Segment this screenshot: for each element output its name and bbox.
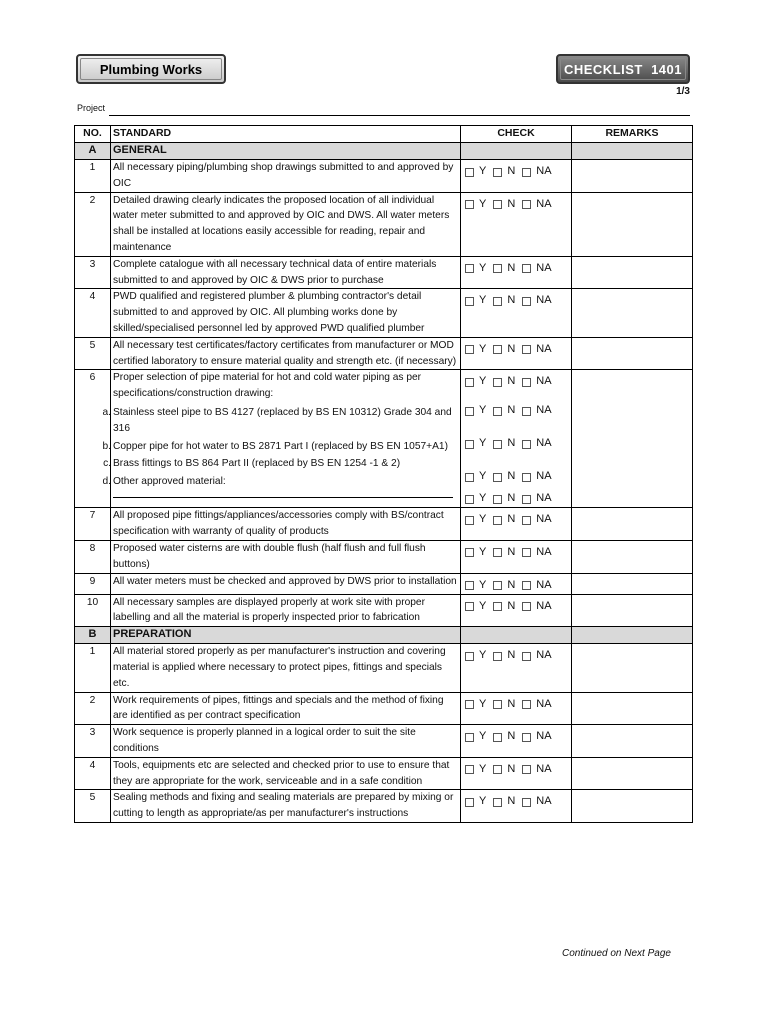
section-remarks-cell — [572, 627, 693, 644]
col-standard-header: STANDARD — [111, 126, 461, 143]
option-label-na: NA — [536, 294, 552, 307]
item-check-cell — [461, 757, 572, 790]
checkbox-na[interactable] — [522, 200, 531, 209]
item-check-cell — [461, 289, 572, 337]
checklist-table — [74, 125, 693, 823]
option-label-na: NA — [536, 165, 552, 178]
page-number: 1/3 — [676, 86, 690, 97]
option-label-y: Y — [479, 730, 487, 743]
option-label-y: Y — [479, 762, 487, 775]
checkbox-na[interactable] — [522, 765, 531, 774]
option-label-na: NA — [536, 795, 552, 808]
checkbox-yes[interactable] — [465, 700, 474, 709]
item-remarks-cell[interactable] — [572, 692, 693, 725]
item-text: All necessary piping/plumbing shop drawings submitted to and approved by OIC — [113, 162, 454, 189]
form-title — [76, 54, 226, 84]
item-standard — [111, 594, 461, 627]
option-label-y: Y — [479, 697, 487, 710]
checkbox-yes[interactable] — [465, 407, 474, 416]
checkbox-na[interactable] — [522, 473, 531, 482]
ynna-options — [463, 293, 569, 309]
option-label-na: NA — [536, 762, 552, 775]
item-text: Work requirements of pipes, fittings and specials and the method of fixing are identified as per contract specification — [113, 694, 444, 722]
ynna-options — [463, 469, 569, 485]
option-label-y: Y — [479, 599, 487, 612]
option-label-y: Y — [479, 342, 487, 355]
table-row — [75, 160, 693, 193]
ynna-options — [463, 794, 569, 810]
ynna-options — [463, 762, 569, 778]
item-number: 1 — [75, 160, 111, 193]
ynna-options — [463, 491, 569, 507]
item-number: 3 — [75, 256, 111, 289]
table-row — [75, 289, 693, 337]
option-label-na: NA — [536, 437, 552, 450]
ynna-options — [463, 374, 569, 390]
sub-item-letter: a. — [102, 406, 111, 418]
item-standard — [111, 757, 461, 790]
checkbox-na[interactable] — [522, 495, 531, 504]
ynna-options — [463, 729, 569, 745]
item-check-cell — [461, 508, 572, 541]
item-standard — [111, 540, 461, 573]
item-check-cell — [461, 160, 572, 193]
ynna-options — [463, 697, 569, 713]
option-label-y: Y — [479, 165, 487, 178]
sub-item-text: Stainless steel pipe to BS 4127 (replaced by BS EN 10312) Grade 304 and 316 — [113, 406, 452, 434]
option-label-n: N — [507, 294, 516, 307]
option-label-n: N — [507, 261, 516, 274]
item-text: All necessary samples are displayed properly at work site with proper labelling and all the material is properly inspected prior to fabrication — [113, 596, 425, 624]
table-row — [75, 508, 693, 541]
checkbox-no[interactable] — [493, 652, 502, 661]
item-number: 2 — [75, 192, 111, 256]
checkbox-yes[interactable] — [465, 440, 474, 449]
section-title: GENERAL — [111, 143, 461, 160]
item-remarks-cell[interactable] — [572, 508, 693, 541]
item-text: Proposed water cisterns are with double flush (half flush and full flush buttons) — [113, 542, 426, 570]
option-label-na: NA — [536, 492, 552, 505]
item-text: All material stored properly as per manufacturer's instruction and covering material is applied where necessary to protect pipes, fittings and specials etc. — [113, 646, 446, 689]
table-row — [75, 757, 693, 790]
option-label-n: N — [507, 546, 516, 559]
option-label-n: N — [507, 762, 516, 775]
sub-item-letter: c. — [103, 458, 111, 470]
table-row — [75, 644, 693, 692]
item-check-cell — [461, 540, 572, 573]
checkbox-na[interactable] — [522, 700, 531, 709]
item-text: Detailed drawing clearly indicates the proposed location of all individual water meter submitted to and approved by OIC and DWS. All water meters shall be installed at locations easily accessible for reading, repair and maintenance — [113, 194, 450, 253]
option-label-n: N — [507, 795, 516, 808]
checkbox-no[interactable] — [493, 407, 502, 416]
item-remarks-cell[interactable] — [572, 725, 693, 758]
item-standard — [111, 790, 461, 823]
table-row — [75, 594, 693, 627]
option-label-na: NA — [536, 375, 552, 388]
section-title: PREPARATION — [111, 627, 461, 644]
item-standard — [111, 573, 461, 594]
checkbox-no[interactable] — [493, 345, 502, 354]
col-remarks-header: REMARKS — [572, 126, 693, 143]
item-remarks-cell[interactable] — [572, 757, 693, 790]
checkbox-na[interactable] — [522, 345, 531, 354]
option-label-na: NA — [536, 513, 552, 526]
item-check-cell — [461, 337, 572, 370]
option-label-n: N — [507, 165, 516, 178]
checkbox-yes[interactable] — [465, 581, 474, 590]
ynna-options — [463, 512, 569, 528]
table-row — [75, 192, 693, 256]
option-label-n: N — [507, 342, 516, 355]
item-check-cell — [461, 256, 572, 289]
option-label-y: Y — [479, 513, 487, 526]
sub-item-letter: b. — [102, 440, 111, 452]
item-text: All water meters must be checked and approved by DWS prior to installation — [113, 575, 457, 587]
checkbox-no[interactable] — [493, 378, 502, 387]
item-number: 5 — [75, 337, 111, 370]
checkbox-na[interactable] — [522, 581, 531, 590]
checkbox-na[interactable] — [522, 798, 531, 807]
checkbox-yes[interactable] — [465, 798, 474, 807]
checkbox-na[interactable] — [522, 297, 531, 306]
option-label-n: N — [507, 404, 516, 417]
checkbox-yes[interactable] — [465, 516, 474, 525]
checkbox-na[interactable] — [522, 652, 531, 661]
checkbox-na[interactable] — [522, 602, 531, 611]
checkbox-yes[interactable] — [465, 495, 474, 504]
item-number: 7 — [75, 508, 111, 541]
option-label-y: Y — [479, 404, 487, 417]
other-material-line[interactable] — [113, 490, 453, 498]
ynna-options — [463, 164, 569, 180]
item-remarks-cell[interactable] — [572, 192, 693, 256]
checkbox-no[interactable] — [493, 495, 502, 504]
checkbox-no[interactable] — [493, 765, 502, 774]
item-remarks-cell[interactable] — [572, 644, 693, 692]
item-text: Complete catalogue with all necessary technical data of entire materials submitted to and approved by OIC & DWS prior to purchase — [113, 258, 437, 286]
item-standard — [111, 192, 461, 256]
item-standard — [111, 692, 461, 725]
option-label-na: NA — [536, 404, 552, 417]
item-check-cell — [461, 192, 572, 256]
option-label-na: NA — [536, 546, 552, 559]
sub-item — [102, 474, 458, 490]
item-remarks-cell[interactable] — [572, 289, 693, 337]
checklist-number-text: CHECKLIST 1401 — [563, 61, 683, 77]
item-remarks-cell[interactable] — [572, 337, 693, 370]
ynna-options — [463, 342, 569, 358]
option-label-n: N — [507, 470, 516, 483]
ynna-options — [463, 436, 569, 452]
item-text: Proper selection of pipe material for hot and cold water piping as per specifications/construction drawing: — [113, 372, 422, 400]
checkbox-no[interactable] — [493, 548, 502, 557]
item-number: 6 — [75, 370, 111, 508]
item-number: 3 — [75, 725, 111, 758]
item-remarks-cell[interactable] — [572, 594, 693, 627]
sub-item-text: Other approved material: — [113, 476, 226, 488]
checkbox-yes[interactable] — [465, 652, 474, 661]
item-standard — [111, 337, 461, 370]
ynna-options — [463, 578, 569, 594]
table-row — [75, 692, 693, 725]
ynna-options — [463, 545, 569, 561]
option-label-y: Y — [479, 437, 487, 450]
checkbox-no[interactable] — [493, 264, 502, 273]
checkbox-na[interactable] — [522, 733, 531, 742]
option-label-na: NA — [536, 599, 552, 612]
checkbox-yes[interactable] — [465, 200, 474, 209]
table-row — [75, 337, 693, 370]
option-label-n: N — [507, 599, 516, 612]
checkbox-no[interactable] — [493, 297, 502, 306]
ynna-options — [463, 648, 569, 664]
sub-item — [102, 439, 458, 455]
option-label-n: N — [507, 492, 516, 505]
item-standard — [111, 256, 461, 289]
checkbox-yes[interactable] — [465, 297, 474, 306]
ynna-options — [463, 261, 569, 277]
checkbox-na[interactable] — [522, 440, 531, 449]
checkbox-na[interactable] — [522, 378, 531, 387]
checkbox-yes[interactable] — [465, 602, 474, 611]
section-row — [75, 627, 693, 644]
checkbox-na[interactable] — [522, 168, 531, 177]
checkbox-no[interactable] — [493, 798, 502, 807]
option-label-y: Y — [479, 294, 487, 307]
ynna-options — [463, 197, 569, 213]
item-number: 1 — [75, 644, 111, 692]
option-label-n: N — [507, 197, 516, 210]
sub-item — [103, 456, 458, 472]
checkbox-yes[interactable] — [465, 168, 474, 177]
item-number: 4 — [75, 289, 111, 337]
option-label-y: Y — [479, 470, 487, 483]
checkbox-yes[interactable] — [465, 473, 474, 482]
checkbox-yes[interactable] — [465, 765, 474, 774]
item-number: 9 — [75, 573, 111, 594]
checkbox-no[interactable] — [493, 473, 502, 482]
item-remarks-cell[interactable] — [572, 370, 693, 508]
option-label-y: Y — [479, 197, 487, 210]
option-label-na: NA — [536, 470, 552, 483]
form-title-text: Plumbing Works — [99, 61, 203, 77]
item-remarks-cell[interactable] — [572, 256, 693, 289]
item-check-cell — [461, 692, 572, 725]
item-check-cell — [461, 725, 572, 758]
option-label-y: Y — [479, 578, 487, 591]
section-id: A — [75, 143, 111, 160]
item-standard — [111, 508, 461, 541]
checklist-number — [556, 54, 690, 84]
table-row — [75, 540, 693, 573]
option-label-y: Y — [479, 375, 487, 388]
col-check-header: CHECK — [461, 126, 572, 143]
option-label-na: NA — [536, 730, 552, 743]
checkbox-na[interactable] — [522, 264, 531, 273]
item-standard — [111, 725, 461, 758]
option-label-na: NA — [536, 261, 552, 274]
table-row — [75, 725, 693, 758]
checkbox-na[interactable] — [522, 548, 531, 557]
item-text: Sealing methods and fixing and sealing materials are prepared by mixing or cutting to length as appropriate/as per manufacturer's instructions — [113, 792, 454, 820]
item-text: PWD qualified and registered plumber & plumbing contractor's detail submitted to and approved by OIC. All plumbing works done by skilled/specialised personnel led by approved PWD qualified plumber — [113, 291, 425, 334]
item-number: 10 — [75, 594, 111, 627]
option-label-n: N — [507, 437, 516, 450]
item-text: Tools, equipments etc are selected and checked prior to use to ensure that they are appropriate for the work, serviceable and in a safe condition — [113, 759, 450, 787]
item-remarks-cell[interactable] — [572, 790, 693, 823]
section-id: B — [75, 627, 111, 644]
project-field-line[interactable] — [109, 115, 690, 116]
item-remarks-cell[interactable] — [572, 573, 693, 594]
section-check-cell — [461, 627, 572, 644]
checkbox-no[interactable] — [493, 516, 502, 525]
item-remarks-cell[interactable] — [572, 540, 693, 573]
item-check-cell — [461, 370, 572, 508]
item-remarks-cell[interactable] — [572, 160, 693, 193]
option-label-y: Y — [479, 546, 487, 559]
option-label-na: NA — [536, 197, 552, 210]
continued-note: Continued on Next Page — [562, 948, 671, 959]
item-standard — [111, 644, 461, 692]
sub-item-text: Copper pipe for hot water to BS 2871 Part I (replaced by BS EN 1057+A1) — [113, 440, 448, 452]
item-text: All necessary test certificates/factory certificates from manufacturer or MOD certified laboratory to ensure material quality and strength etc. (if necessary) — [113, 339, 457, 367]
col-no-header: NO. — [75, 126, 111, 143]
checkbox-na[interactable] — [522, 516, 531, 525]
item-text: All proposed pipe fittings/appliances/accessories comply with BS/contract specification with warranty of quality of products — [113, 510, 444, 538]
table-header-row — [75, 126, 693, 143]
checkbox-no[interactable] — [493, 700, 502, 709]
item-standard — [111, 160, 461, 193]
section-remarks-cell — [572, 143, 693, 160]
item-standard — [102, 370, 461, 508]
checkbox-no[interactable] — [493, 581, 502, 590]
item-standard — [111, 289, 461, 337]
item-check-cell — [461, 790, 572, 823]
checkbox-no[interactable] — [493, 602, 502, 611]
option-label-na: NA — [536, 342, 552, 355]
item-text: Work sequence is properly planned in a logical order to suit the site conditions — [113, 727, 416, 754]
item-check-cell — [461, 573, 572, 594]
sub-item-letter: d. — [102, 476, 111, 488]
checkbox-yes[interactable] — [465, 378, 474, 387]
checkbox-no[interactable] — [493, 440, 502, 449]
option-label-n: N — [507, 730, 516, 743]
table-row — [75, 790, 693, 823]
section-check-cell — [461, 143, 572, 160]
checkbox-yes[interactable] — [465, 548, 474, 557]
option-label-na: NA — [536, 649, 552, 662]
section-row — [75, 143, 693, 160]
option-label-y: Y — [479, 261, 487, 274]
checkbox-yes[interactable] — [465, 264, 474, 273]
sub-item-text: Brass fittings to BS 864 Part II (replaced by BS EN 1254 -1 & 2) — [113, 458, 401, 470]
item-number: 8 — [75, 540, 111, 573]
option-label-n: N — [507, 649, 516, 662]
option-label-n: N — [507, 578, 516, 591]
item-number: 5 — [75, 790, 111, 823]
option-label-na: NA — [536, 697, 552, 710]
checklist-body — [75, 143, 693, 823]
checkbox-na[interactable] — [522, 407, 531, 416]
checkbox-yes[interactable] — [465, 733, 474, 742]
option-label-n: N — [507, 375, 516, 388]
ynna-options — [463, 403, 569, 419]
checkbox-no[interactable] — [493, 733, 502, 742]
option-label-na: NA — [536, 578, 552, 591]
checkbox-no[interactable] — [493, 168, 502, 177]
item-number: 2 — [75, 692, 111, 725]
item-number: 4 — [75, 757, 111, 790]
checkbox-yes[interactable] — [465, 345, 474, 354]
project-label: Project — [77, 103, 106, 113]
table-row — [75, 370, 693, 508]
item-check-cell — [461, 644, 572, 692]
table-row — [75, 573, 693, 594]
option-label-y: Y — [479, 649, 487, 662]
option-label-n: N — [507, 513, 516, 526]
checkbox-no[interactable] — [493, 200, 502, 209]
option-label-y: Y — [479, 492, 487, 505]
option-label-n: N — [507, 697, 516, 710]
item-check-cell — [461, 594, 572, 627]
sub-item — [102, 405, 458, 437]
option-label-y: Y — [479, 795, 487, 808]
ynna-options — [463, 599, 569, 615]
table-row — [75, 256, 693, 289]
